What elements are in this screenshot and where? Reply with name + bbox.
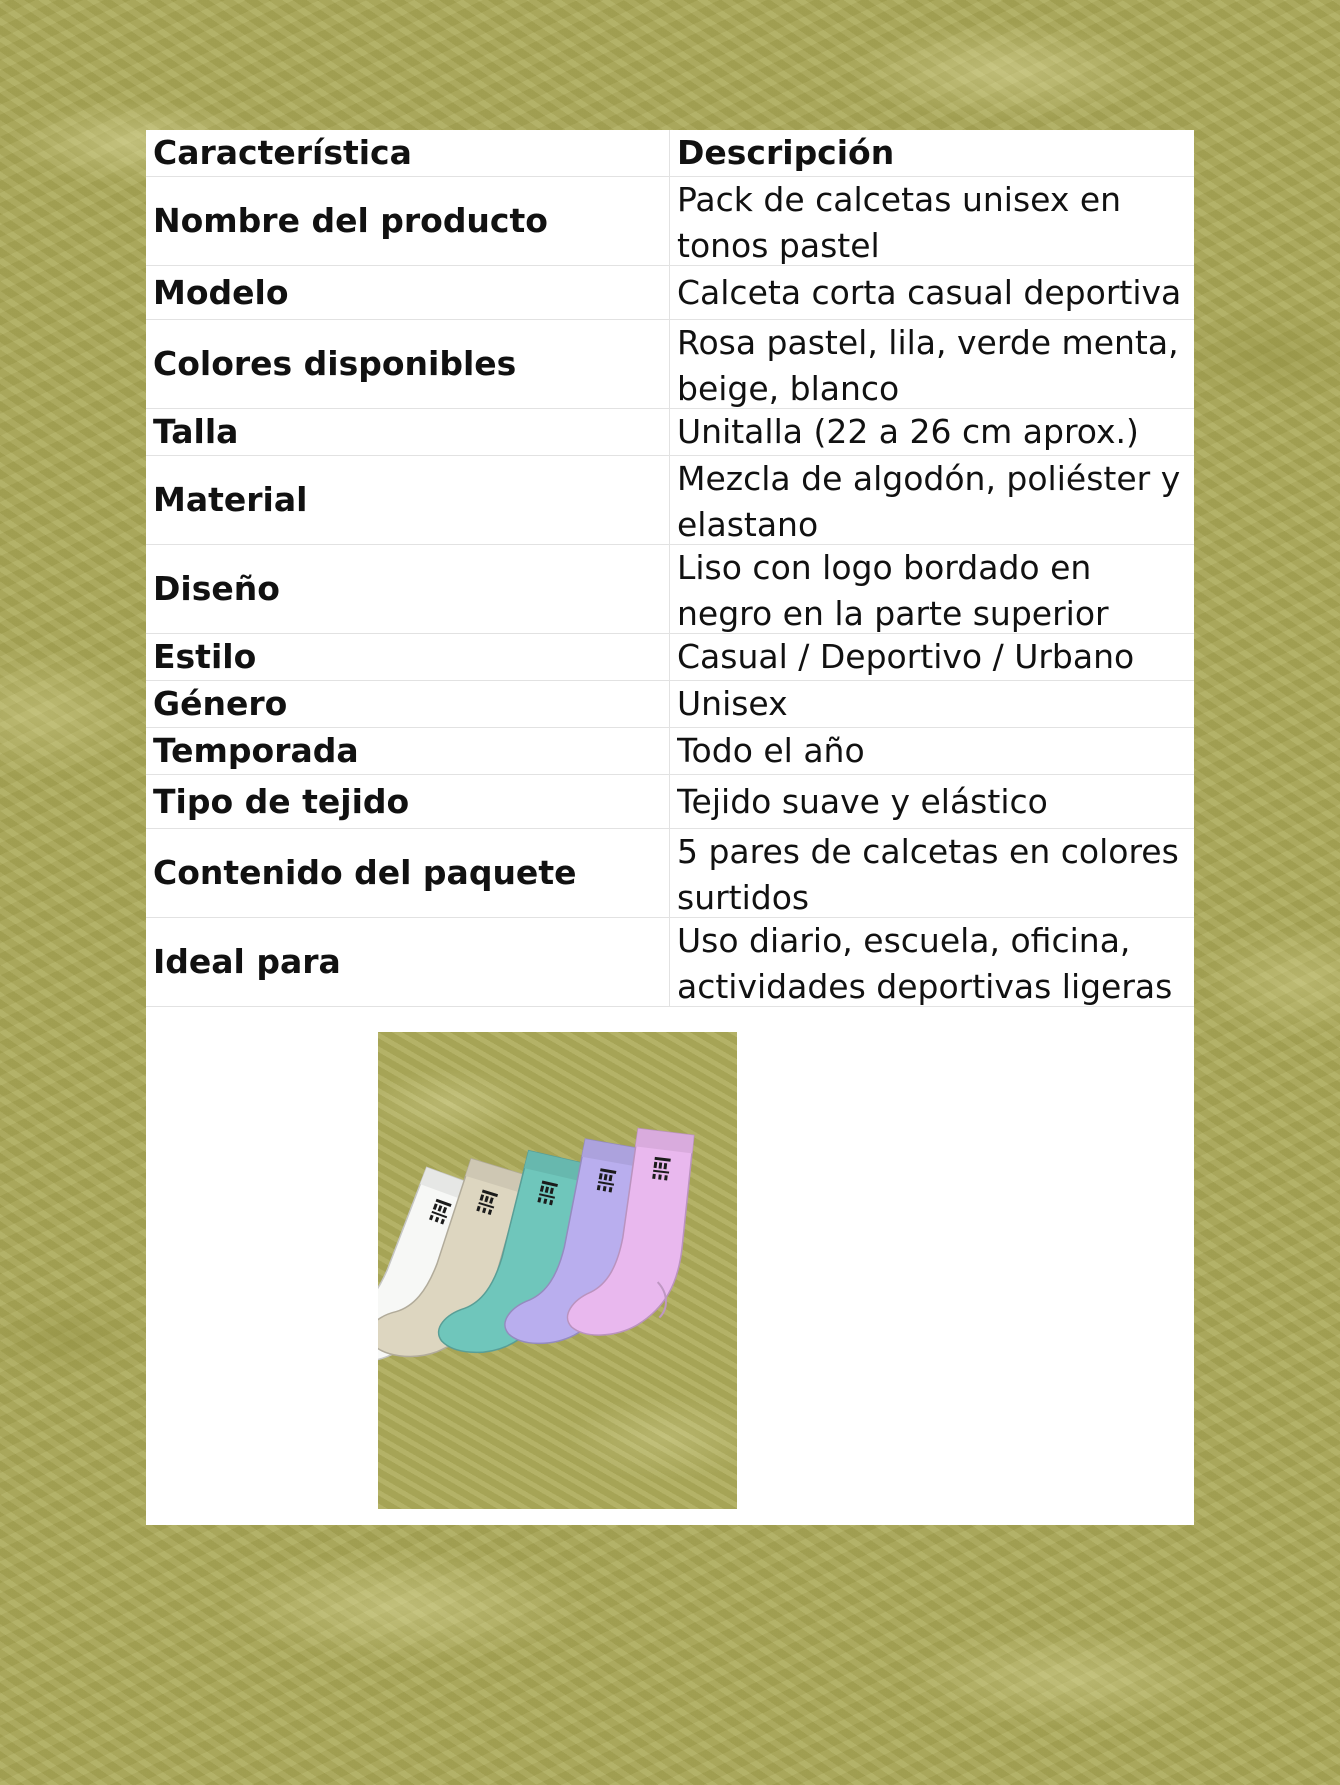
table-row [146, 775, 1194, 829]
row-value [670, 545, 1195, 634]
row-value-text: Unitalla (22 a 26 cm aprox.) [677, 412, 1139, 451]
row-value-text: Mezcla de algodón, poliéster y elastano [677, 459, 1181, 544]
table-row [146, 320, 1194, 409]
row-value-text: Uso diario, escuela, oficina, actividades deportivas ligeras [677, 921, 1173, 1006]
row-key: Tipo de tejido [146, 775, 670, 829]
row-key: Colores disponibles [146, 320, 670, 409]
row-key: Material [146, 456, 670, 545]
socks-illustration [378, 1032, 737, 1509]
row-value-text: Unisex [677, 684, 788, 723]
row-key: Modelo [146, 266, 670, 320]
spec-table [146, 130, 1194, 1007]
row-key: Talla [146, 409, 670, 456]
table-row [146, 918, 1194, 1007]
table-row [146, 545, 1194, 634]
row-value-text: 5 pares de calcetas en colores surtidos [677, 832, 1179, 917]
product-card [146, 130, 1194, 1525]
row-key: Nombre del producto [146, 177, 670, 266]
row-value-text: Rosa pastel, lila, verde menta, beige, blanco [677, 323, 1179, 408]
row-value [670, 409, 1195, 456]
product-photo [378, 1032, 737, 1509]
row-key: Género [146, 681, 670, 728]
table-row [146, 177, 1194, 266]
table-row [146, 456, 1194, 545]
row-value [670, 775, 1195, 829]
row-key: Diseño [146, 545, 670, 634]
row-value [670, 456, 1195, 545]
table-row [146, 409, 1194, 456]
row-value-text: Calceta corta casual deportiva [677, 272, 1182, 312]
row-value [670, 829, 1195, 918]
header-characteristic: Característica [146, 130, 670, 177]
table-row [146, 829, 1194, 918]
row-key: Estilo [146, 634, 670, 681]
table-row [146, 266, 1194, 320]
row-value [670, 266, 1195, 320]
row-key: Temporada [146, 728, 670, 775]
row-value [670, 634, 1195, 681]
header-description: Descripción [670, 130, 1195, 177]
table-row [146, 634, 1194, 681]
row-value-text: Todo el año [677, 731, 865, 770]
row-key: Ideal para [146, 918, 670, 1007]
row-value [670, 918, 1195, 1007]
row-value-text: Tejido suave y elástico [677, 781, 1048, 821]
row-value [670, 320, 1195, 409]
row-value-text: Pack de calcetas unisex en tonos pastel [677, 180, 1122, 265]
row-key: Contenido del paquete [146, 829, 670, 918]
row-value [670, 177, 1195, 266]
row-value [670, 681, 1195, 728]
row-value [670, 728, 1195, 775]
table-header-row [146, 130, 1194, 177]
table-row [146, 681, 1194, 728]
row-value-text: Casual / Deportivo / Urbano [677, 637, 1135, 676]
table-row [146, 728, 1194, 775]
row-value-text: Liso con logo bordado en negro en la parte superior [677, 548, 1109, 633]
